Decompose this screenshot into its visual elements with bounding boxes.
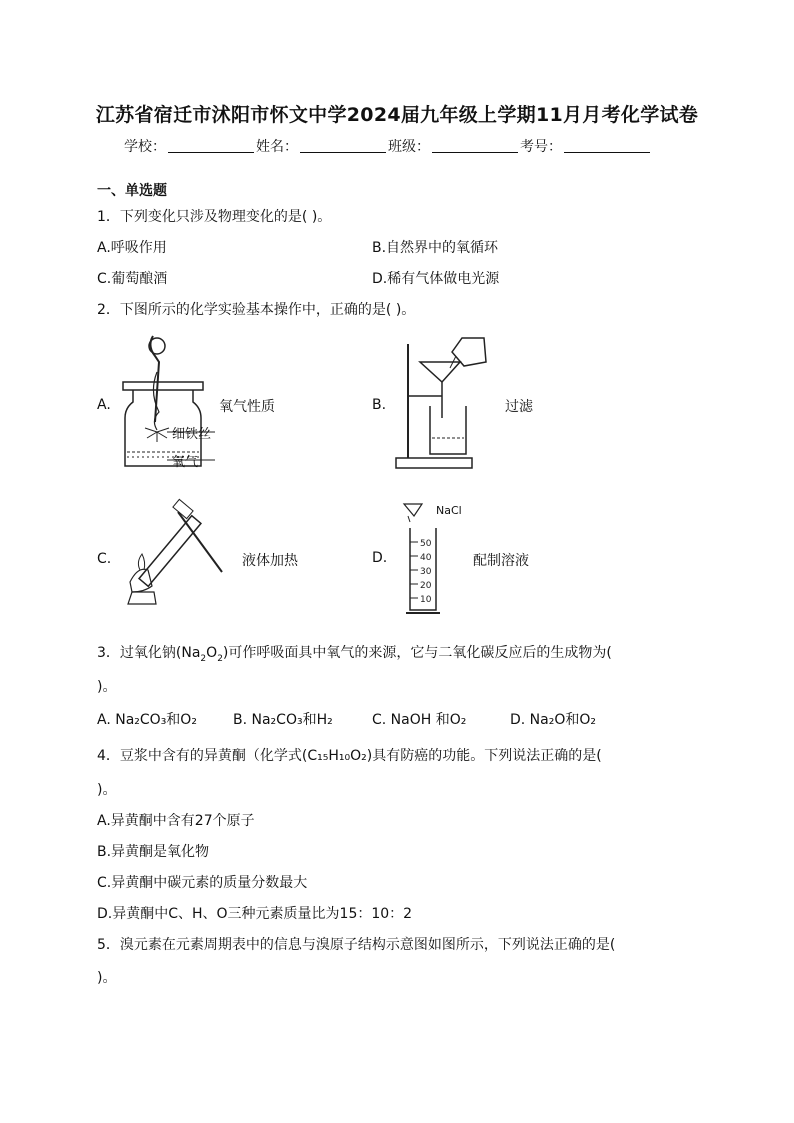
question-3-cont: )。 xyxy=(97,679,117,695)
question-4: 4．豆浆中含有的异黄酮（化学式(C₁₅H₁₀O₂)具有防癌的功能。下列说法正确的是( xyxy=(97,748,602,764)
school-blank[interactable] xyxy=(168,138,254,153)
school-label: 学校： xyxy=(124,139,166,155)
class-blank[interactable] xyxy=(432,138,518,153)
q4-option-c: C.异黄酮中碳元素的质量分数最大 xyxy=(97,875,308,891)
question-3: 3．过氧化钠$(Na_2O_2)$可作呼吸面具中氧气的来源，它与二氧化碳反应后的生成物为( xyxy=(97,645,612,664)
q2-letter-b: B. xyxy=(372,397,387,413)
question-5-cont: )。 xyxy=(97,970,117,986)
student-info-line xyxy=(124,136,652,156)
q3-option-d: D. Na₂O和O₂ xyxy=(510,712,596,728)
q3-option-b: B. Na₂CO₃和H₂ xyxy=(233,712,333,728)
cylinder-tick-50: 50 xyxy=(420,539,432,549)
q1-option-c: C.葡萄酿酒 xyxy=(97,271,168,287)
id-label: 考号： xyxy=(520,139,562,155)
q1-option-d: D.稀有气体做电光源 xyxy=(372,271,500,287)
q2-label-a: 氧气性质 xyxy=(219,399,275,415)
question-5: 5．溴元素在元素周期表中的信息与溴原子结构示意图如图所示，下列说法正确的是( xyxy=(97,937,616,953)
q2-a-note-wire: 细铁丝 xyxy=(172,427,212,442)
q2-label-d: 配制溶液 xyxy=(473,553,529,569)
q1-option-a: A.呼吸作用 xyxy=(97,240,167,256)
cylinder-tick-10: 10 xyxy=(420,595,432,605)
name-blank[interactable] xyxy=(300,138,386,153)
q2-letter-c: C. xyxy=(97,551,112,567)
class-label: 班级： xyxy=(388,139,430,155)
cylinder-tick-40: 40 xyxy=(420,553,432,563)
q2-a-note-oxygen: 氧气 xyxy=(172,455,199,470)
question-2: 2．下图所示的化学实验基本操作中，正确的是( )。 xyxy=(97,302,416,318)
cylinder-tick-30: 30 xyxy=(420,567,432,577)
section-heading: 一、单选题 xyxy=(97,183,167,199)
q4-option-d: D.异黄酮中C、H、O三种元素质量比为15：10：2 xyxy=(97,906,413,922)
q3-text-mid: O xyxy=(206,645,218,661)
q3-option-a: A. Na₂CO₃和O₂ xyxy=(97,712,197,728)
question-4-cont: )。 xyxy=(97,782,117,798)
q2-label-b: 过滤 xyxy=(505,399,533,415)
question-1: 1．下列变化只涉及物理变化的是( )。 xyxy=(97,209,332,225)
q4-option-a: A.异黄酮中含有27个原子 xyxy=(97,813,255,829)
q2-letter-d: D. xyxy=(372,550,388,566)
cylinder-tick-20: 20 xyxy=(420,581,432,591)
q4-option-b: B.异黄酮是氧化物 xyxy=(97,844,210,860)
liquid-heating-diagram xyxy=(118,496,230,608)
oxygen-bottle-diagram xyxy=(115,332,215,472)
name-label: 姓名： xyxy=(256,139,298,155)
q2-d-note-nacl: NaCl xyxy=(436,504,462,517)
filtration-diagram xyxy=(392,334,502,474)
q2-label-c: 液体加热 xyxy=(242,553,298,569)
q2-letter-a: A. xyxy=(97,397,111,413)
q3-text-pre: 3．过氧化钠(Na xyxy=(97,645,201,661)
q3-option-c: C. NaOH 和O₂ xyxy=(372,712,467,728)
q3-text-post: )可作呼吸面具中氧气的来源，它与二氧化碳反应后的生成物为( xyxy=(222,645,612,661)
id-blank[interactable] xyxy=(564,138,650,153)
graduated-cylinder-diagram xyxy=(396,500,470,618)
q1-option-b: B.自然界中的氧循环 xyxy=(372,240,499,256)
page-title: 江苏省宿迁市沭阳市怀文中学2024届九年级上学期11月月考化学试卷 xyxy=(95,104,699,126)
